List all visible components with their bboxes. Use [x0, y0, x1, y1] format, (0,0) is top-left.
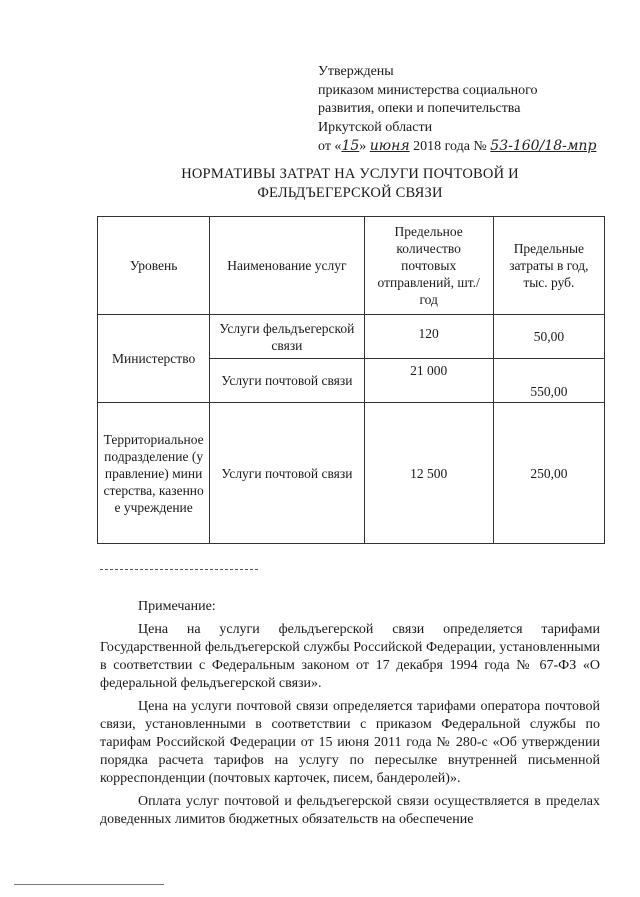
- approval-block: [318, 63, 628, 157]
- date-month: июня: [369, 138, 410, 154]
- date-sep: »: [359, 139, 367, 154]
- cell-quantity: 12 500: [364, 403, 493, 544]
- notes-label: Примечание:: [138, 599, 216, 614]
- date-day: 15: [341, 138, 360, 154]
- cell-service: Услуги фельдъегерской связи: [210, 315, 364, 359]
- header-quantity: Предельное количество почтовых отправлений, шт./год: [364, 217, 493, 315]
- approval-line: Иркутской области: [318, 119, 433, 135]
- cell-service: Услуги почтовой связи: [210, 403, 364, 544]
- doc-number: 53-160/18-мпр: [490, 138, 597, 154]
- approval-line: приказом министерства социального: [318, 82, 538, 98]
- cell-service: Услуги почтовой связи: [210, 359, 364, 403]
- title-line: ФЕЛЬДЪЕГЕРСКОЙ СВЯЗИ: [257, 185, 443, 201]
- notes-paragraph: Цена на услуги фельдъегерской связи определяется тарифами Государственной фельдъегерской службы Российской Федерации, установленными в соответствии с Федеральным законом от 17 декабря 1994 года № 67-ФЗ «О федеральной фельдъегерской связи».: [100, 622, 600, 691]
- table-header-row: [98, 217, 605, 315]
- date-year: 2018 года №: [413, 139, 487, 154]
- cell-cost: 250,00: [493, 403, 604, 544]
- cell-quantity: 120: [364, 315, 493, 359]
- date-prefix: от «: [318, 139, 342, 154]
- table-row: [98, 403, 605, 544]
- footnote-separator: [14, 884, 164, 885]
- document-title: [140, 165, 560, 203]
- header-service: Наименование услуг: [210, 217, 364, 315]
- title-line: НОРМАТИВЫ ЗАТРАТ НА УСЛУГИ ПОЧТОВОЙ И: [181, 166, 519, 182]
- cell-cost: 50,00: [493, 315, 604, 359]
- notes-section: [100, 598, 600, 829]
- cell-cost: 550,00: [493, 359, 604, 403]
- notes-paragraph: Цена на услуги почтовой связи определяется тарифами оператора почтовой связи, установленными в соответствии с приказом Федеральной службы по тарифам Российской Федерации от 15 июня 2011 года № 280-с «Об утверждении порядка расчета тарифов на услугу по пересылке внутренней письменной корреспонденции (почтовых карточек, писем, бандеролей)».: [100, 699, 600, 786]
- cell-quantity: 21 000: [364, 359, 493, 403]
- norms-table: [97, 216, 605, 544]
- approval-line: развития, опеки и попечительства: [318, 101, 521, 116]
- table-row: [98, 315, 605, 359]
- header-cost: Предельные затраты в год, тыс. руб.: [493, 217, 604, 315]
- approval-line: Утверждены: [318, 64, 394, 79]
- separator-line: [100, 569, 258, 570]
- header-level: Уровень: [98, 217, 210, 315]
- notes-paragraph: Оплата услуг почтовой и фельдъегерской связи осуществляется в пределах доведенных лимитов бюджетных обязательств на обеспечение: [100, 794, 600, 827]
- cell-level: Министерство: [98, 315, 210, 403]
- approval-date-line: [318, 137, 628, 157]
- cell-level: Территориальное подразделение (управление) министерства, казенное учреждение: [98, 403, 210, 544]
